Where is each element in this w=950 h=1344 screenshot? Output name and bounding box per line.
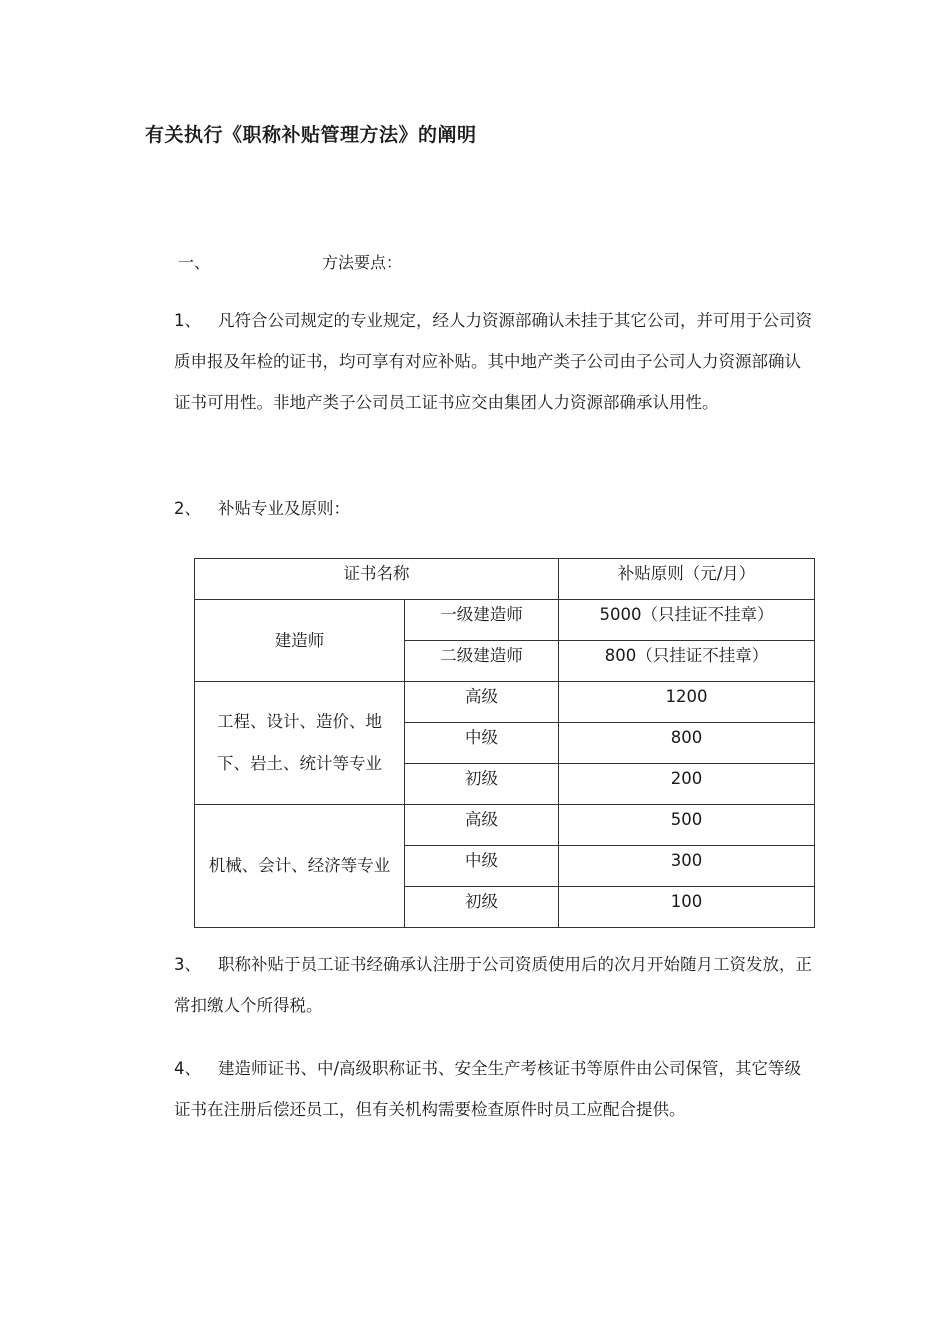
header-subsidy-rule: 补贴原则（元/月） — [559, 559, 815, 600]
level-cell: 初级 — [405, 887, 559, 928]
group-name: 机械、会计、经济等专业 — [195, 805, 405, 928]
value-cell: 200 — [559, 764, 815, 805]
level-cell: 中级 — [405, 846, 559, 887]
group-name: 工程、设计、造价、地下、岩土、统计等专业 — [195, 682, 405, 805]
paragraph-text: 职称补贴于员工证书经确承认注册于公司资质使用后的次月开始随月工资发放，正常扣缴人个所得税。 — [174, 955, 812, 1015]
table-row — [195, 805, 815, 846]
section-number: 一、 — [178, 253, 211, 272]
value-cell: 5000（只挂证不挂章） — [559, 600, 815, 641]
paragraph-number: 2、 — [174, 499, 201, 518]
level-cell: 二级建造师 — [405, 641, 559, 682]
table-row — [195, 682, 815, 723]
table-header-row — [195, 559, 815, 600]
value-cell: 1200 — [559, 682, 815, 723]
value-cell: 500 — [559, 805, 815, 846]
paragraph-text: 补贴专业及原则： — [218, 499, 350, 518]
paragraph-text: 凡符合公司规定的专业规定，经人力资源部确认未挂于其它公司，并可用于公司资质申报及年检的证书，均可享有对应补贴。其中地产类子公司由子公司人力资源部确认证书可用性。非地产类子公司员工证书应交由集团人力资源部确承认用性。 — [174, 311, 812, 412]
level-cell: 高级 — [405, 805, 559, 846]
paragraph-2 — [174, 488, 814, 529]
level-cell: 一级建造师 — [405, 600, 559, 641]
group-name: 建造师 — [195, 600, 405, 682]
level-cell: 高级 — [405, 682, 559, 723]
document-title: 有关执行《职称补贴管理方法》的阐明 — [145, 124, 477, 146]
value-cell: 100 — [559, 887, 815, 928]
paragraph-1 — [174, 300, 814, 423]
table-row — [195, 600, 815, 641]
value-cell: 300 — [559, 846, 815, 887]
subsidy-table — [194, 558, 815, 928]
paragraph-number: 4、 — [174, 1059, 201, 1078]
level-cell: 中级 — [405, 723, 559, 764]
paragraph-number: 3、 — [174, 955, 201, 974]
header-cert-name: 证书名称 — [195, 559, 559, 600]
section-heading: 方法要点： — [322, 253, 403, 272]
paragraph-4 — [174, 1048, 814, 1130]
value-cell: 800（只挂证不挂章） — [559, 641, 815, 682]
paragraph-3 — [174, 944, 814, 1026]
paragraph-text: 建造师证书、中/高级职称证书、安全生产考核证书等原件由公司保管，其它等级证书在注册后偿还员工，但有关机构需要检查原件时员工应配合提供。 — [174, 1059, 802, 1119]
paragraph-number: 1、 — [174, 311, 201, 330]
value-cell: 800 — [559, 723, 815, 764]
level-cell: 初级 — [405, 764, 559, 805]
